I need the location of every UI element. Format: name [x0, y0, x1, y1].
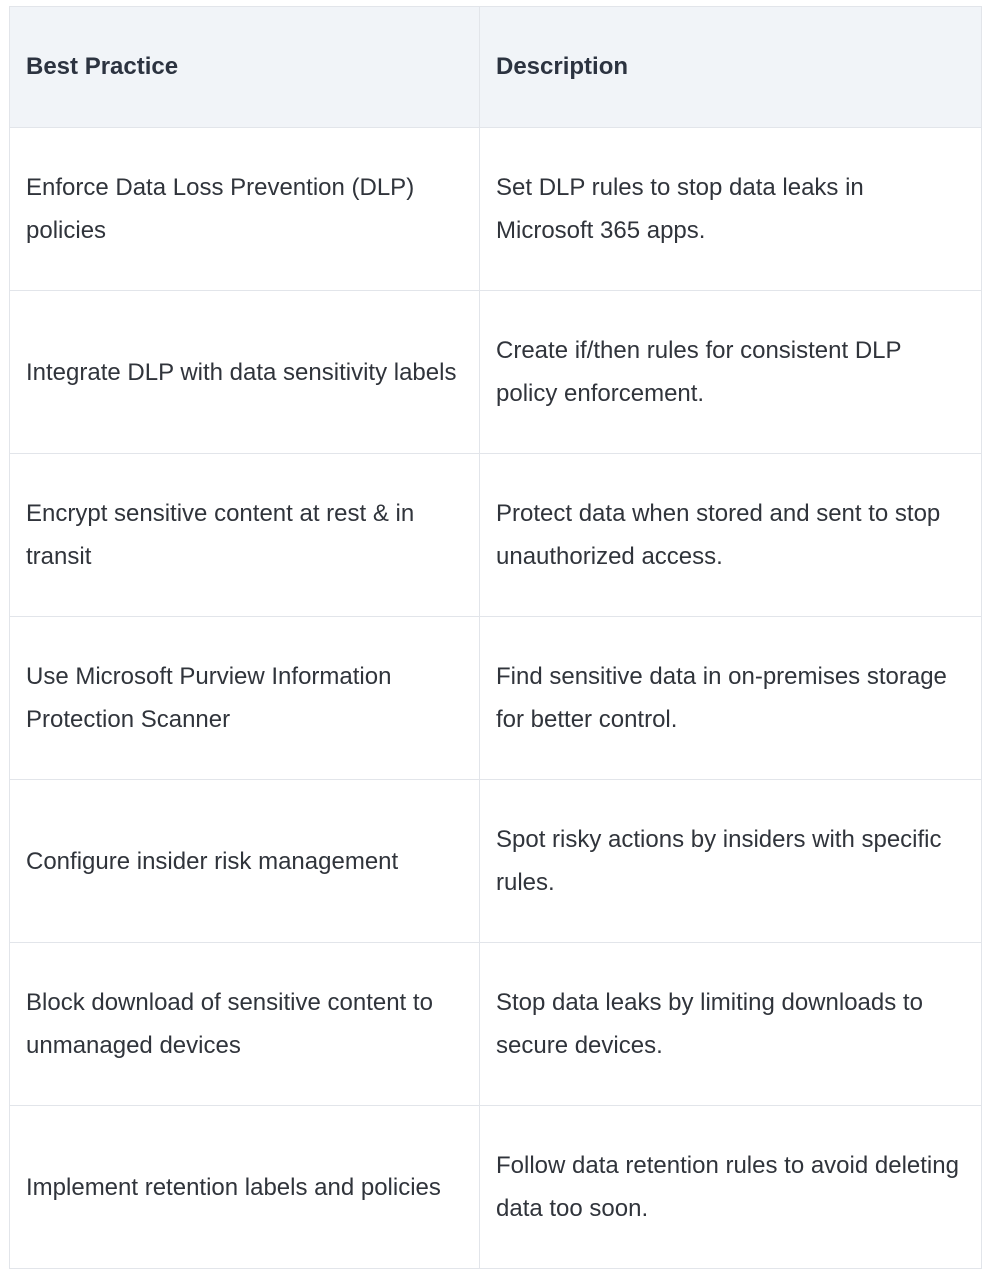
cell-description: Spot risky actions by insiders with specific rules. [480, 780, 982, 943]
cell-best-practice: Block download of sensitive content to unmanaged devices [10, 943, 480, 1106]
table-header [10, 7, 982, 128]
cell-best-practice: Implement retention labels and policies [10, 1106, 480, 1269]
cell-best-practice: Enforce Data Loss Prevention (DLP) policies [10, 128, 480, 291]
cell-description: Protect data when stored and sent to stop unauthorized access. [480, 454, 982, 617]
cell-best-practice: Use Microsoft Purview Information Protection Scanner [10, 617, 480, 780]
table-row [10, 1106, 982, 1269]
cell-description: Find sensitive data in on-premises storage for better control. [480, 617, 982, 780]
best-practices-table-container [9, 6, 981, 1269]
table-row [10, 943, 982, 1106]
table-row [10, 128, 982, 291]
cell-description: Follow data retention rules to avoid deleting data too soon. [480, 1106, 982, 1269]
cell-best-practice: Integrate DLP with data sensitivity labels [10, 291, 480, 454]
table-row [10, 291, 982, 454]
header-description: Description [480, 7, 982, 128]
header-best-practice: Best Practice [10, 7, 480, 128]
cell-description: Create if/then rules for consistent DLP policy enforcement. [480, 291, 982, 454]
table-row [10, 617, 982, 780]
header-row [10, 7, 982, 128]
cell-description: Set DLP rules to stop data leaks in Microsoft 365 apps. [480, 128, 982, 291]
table-row [10, 454, 982, 617]
table-row [10, 780, 982, 943]
cell-best-practice: Encrypt sensitive content at rest & in transit [10, 454, 480, 617]
cell-best-practice: Configure insider risk management [10, 780, 480, 943]
table-body [10, 128, 982, 1269]
best-practices-table [9, 6, 982, 1269]
cell-description: Stop data leaks by limiting downloads to secure devices. [480, 943, 982, 1106]
